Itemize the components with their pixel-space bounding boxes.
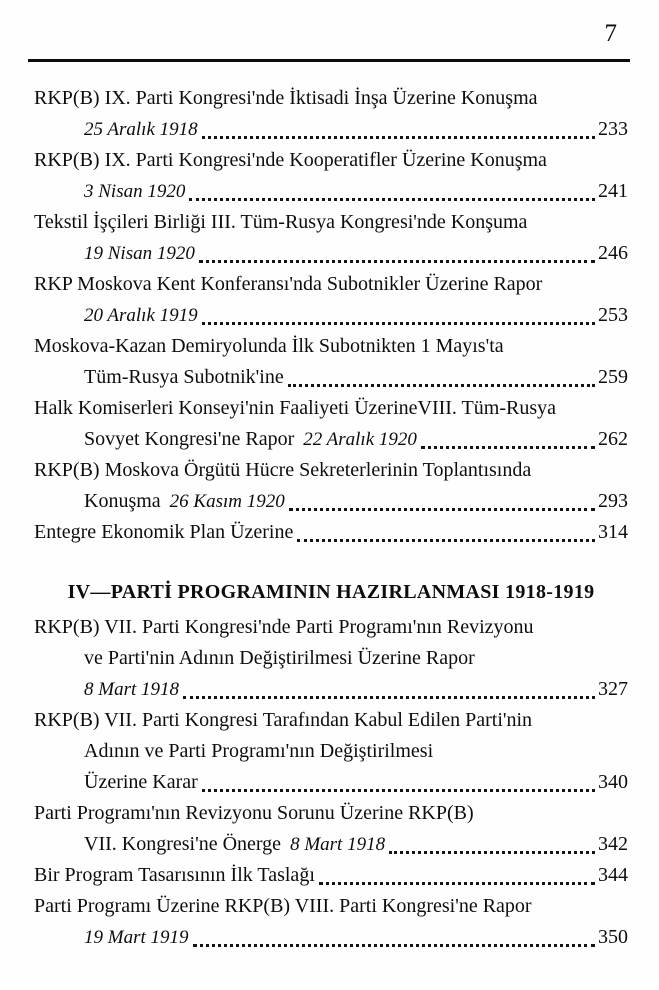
toc-line [34,860,628,891]
dot-leader [297,517,595,542]
toc-line [34,798,628,829]
toc-line [34,393,628,424]
entry-page-number: 253 [598,304,628,326]
entry-date: 20 Aralık 1919 [84,305,198,326]
entry-text: Moskova-Kazan Demiryolunda İlk Subotnikten 1 Mayıs'ta [34,335,504,357]
toc-line [34,83,628,114]
entry-date: 8 Mart 1918 [290,834,386,855]
toc-line [34,829,628,860]
entry-text: Tüm-Rusya Subotnik'ine [84,366,284,388]
entry-page-number: 342 [598,833,628,855]
entry-text: RKP(B) IX. Parti Kongresi'nde İktisadi İnşa Üzerine Konuşma [34,87,538,109]
dot-leader [289,486,595,511]
dot-leader [189,176,595,201]
page-number: 7 [604,20,617,47]
entry-text: VII. Kongresi'ne Önerge [84,833,282,855]
dot-leader [202,300,595,325]
dot-leader [421,424,595,449]
entry-date: 25 Aralık 1918 [84,119,198,140]
toc-line [34,455,628,486]
toc-line [34,705,628,736]
toc-line [34,674,628,705]
entry-text: Tekstil İşçileri Birliği III. Tüm-Rusya Kongresi'nde Konşuma [34,211,528,233]
toc-line [34,486,628,517]
entry-text: RKP Moskova Kent Konferansı'nda Subotnikler Üzerine Rapor [34,273,543,295]
toc-line [34,300,628,331]
toc-line [34,767,628,798]
entry-page-number: 259 [598,366,628,388]
entry-page-number: 233 [598,118,628,140]
entry-date: 19 Nisan 1920 [84,243,195,264]
entry-text: RKP(B) VII. Parti Kongresi'nde Parti Programı'nın Revizyonu [34,616,534,638]
dot-leader [183,674,595,699]
entry-text: Bir Program Tasarısının İlk Taslağı [34,864,315,886]
table-of-contents [34,83,628,953]
entry-page-number: 340 [598,771,628,793]
entry-page-number: 262 [598,428,628,450]
entry-page-number: 246 [598,242,628,264]
entry-text: RKP(B) IX. Parti Kongresi'nde Kooperatifler Üzerine Konuşma [34,149,547,171]
entry-date: 8 Mart 1918 [84,679,179,700]
entry-text: Üzerine Karar [84,771,198,793]
entry-text: Sovyet Kongresi'ne Rapor [84,428,295,450]
entry-text: Konuşma [84,490,161,512]
entry-text: RKP(B) Moskova Örgütü Hücre Sekreterlerinin Toplantısında [34,459,532,481]
toc-line [34,176,628,207]
dot-leader [288,362,595,387]
entry-page-number: 241 [598,180,628,202]
toc-line [34,517,628,548]
dot-leader [319,860,595,885]
entry-date: 19 Mart 1919 [84,927,189,948]
entry-page-number: 327 [598,678,628,700]
dot-leader [202,114,595,139]
dot-leader [202,767,595,792]
entry-text: Halk Komiserleri Konseyi'nin Faaliyeti ÜzerineVIII. Tüm-Rusya [34,397,556,419]
toc-line [34,362,628,393]
toc-line [34,612,628,643]
section-heading: IV—PARTİ PROGRAMININ HAZIRLANMASI 1918-1919 [67,581,595,603]
entry-text: ve Parti'nin Adının Değiştirilmesi Üzerine Rapor [84,647,475,669]
toc-line [34,891,628,922]
entry-text: Parti Programı Üzerine RKP(B) VIII. Parti Kongresi'ne Rapor [34,895,532,917]
entry-text: Entegre Ekonomik Plan Üzerine [34,521,294,543]
entry-date: 26 Kasım 1920 [169,491,285,512]
toc-line [34,424,628,455]
toc-line [34,145,628,176]
toc-line [34,331,628,362]
toc-line [34,922,628,953]
dot-leader [193,922,596,947]
toc-line [34,269,628,300]
dot-leader [389,829,595,854]
toc-line [34,238,628,269]
toc-line [34,114,628,145]
toc-line [34,207,628,238]
entry-text: Adının ve Parti Programı'nın Değiştirilmesi [84,740,434,762]
toc-line [34,736,628,767]
entry-date: 3 Nisan 1920 [84,181,186,202]
entry-page-number: 344 [598,864,628,886]
header-rule [28,59,630,62]
entry-page-number: 350 [598,926,628,948]
entry-text: Parti Programı'nın Revizyonu Sorunu Üzerine RKP(B) [34,802,474,824]
entry-date: 22 Aralık 1920 [303,429,417,450]
toc-line [34,643,628,674]
entry-text: RKP(B) VII. Parti Kongresi Tarafından Kabul Edilen Parti'nin [34,709,533,731]
dot-leader [199,238,595,263]
entry-page-number: 314 [598,521,628,543]
entry-page-number: 293 [598,490,628,512]
